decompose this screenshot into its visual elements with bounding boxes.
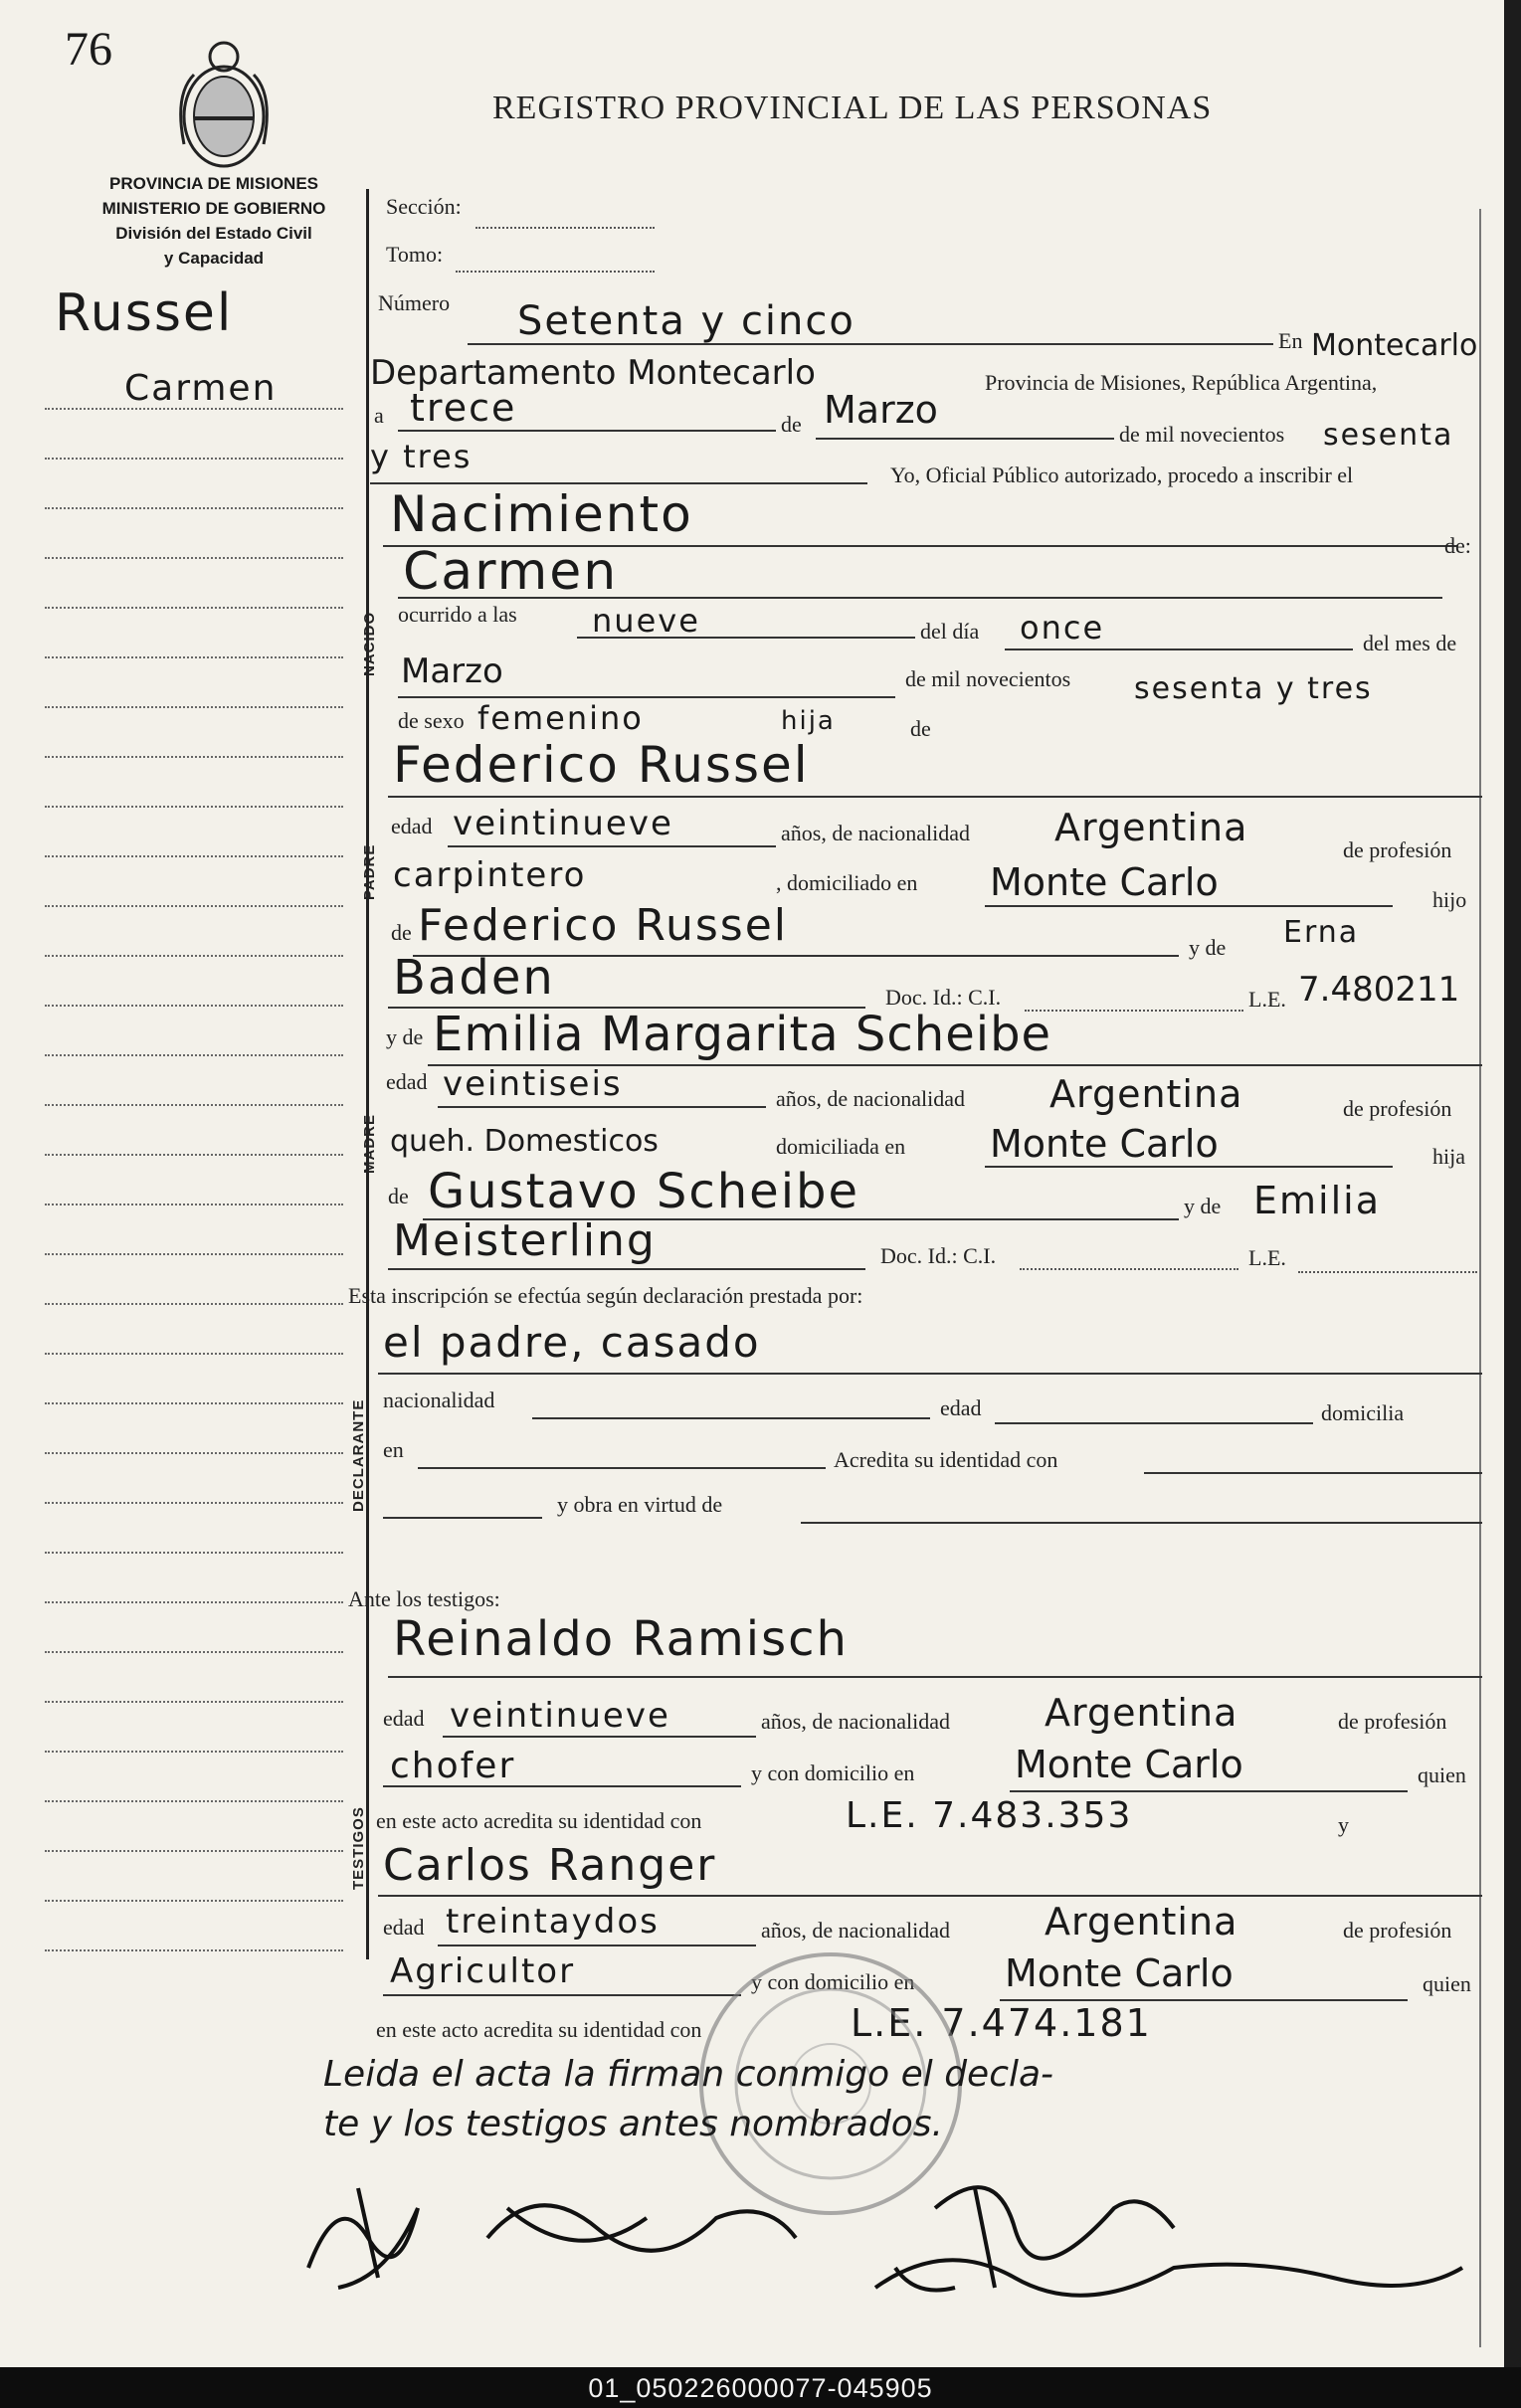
anio-part1-value: sesenta bbox=[1323, 418, 1454, 453]
edad-madre-label: edad bbox=[386, 1069, 428, 1094]
de3-label: de bbox=[391, 920, 412, 945]
padre-le-value: 7.480211 bbox=[1298, 970, 1460, 1010]
t1-nac-value: Argentina bbox=[1045, 1691, 1238, 1735]
issuer-line: PROVINCIA DE MISIONES bbox=[108, 174, 318, 193]
madre-nombre-value: Emilia Margarita Scheibe bbox=[433, 1007, 1052, 1062]
testigo1-value: Reinaldo Ramisch bbox=[393, 1611, 849, 1667]
right-border bbox=[1479, 209, 1481, 2347]
domicilia-label: domicilia bbox=[1321, 1400, 1405, 1425]
abuela-m1-value: Emilia bbox=[1253, 1179, 1381, 1222]
de-label: de bbox=[781, 412, 802, 437]
t1-prof-value: chofer bbox=[390, 1746, 516, 1786]
en2-label: en bbox=[383, 1437, 404, 1462]
signature-testigo-2 bbox=[935, 2187, 1174, 2288]
margin-surname: Russel bbox=[55, 283, 234, 343]
abuela-p1-value: Erna bbox=[1283, 915, 1360, 950]
t1-prof-label: de profesión bbox=[1338, 1709, 1447, 1734]
de2-label: de bbox=[910, 716, 931, 741]
numero-value: Setenta y cinco bbox=[517, 298, 856, 344]
en-label: En bbox=[1278, 328, 1303, 353]
seccion-label: Sección: bbox=[386, 194, 462, 219]
le-madre-label: L.E. bbox=[1248, 1245, 1286, 1270]
t1-dom-value: Monte Carlo bbox=[1015, 1743, 1243, 1786]
hijo-label: hijo bbox=[1432, 887, 1467, 912]
acto-value: Nacimiento bbox=[390, 485, 693, 543]
provincia-label: Provincia de Misiones, República Argentina, bbox=[985, 370, 1378, 395]
t2-prof-label: de profesión bbox=[1343, 1918, 1452, 1943]
t2-dom-value: Monte Carlo bbox=[1005, 1951, 1234, 1995]
padre-dom-value: Monte Carlo bbox=[990, 860, 1219, 904]
ocurrido-label: ocurrido a las bbox=[398, 602, 517, 627]
de-profesion-label: de profesión bbox=[1343, 837, 1452, 862]
closing-line-1: Leida el acta la firman conmigo el decla- bbox=[323, 2054, 1054, 2095]
inscripcion-label: Esta inscripción se efectúa según declaración prestada por: bbox=[348, 1283, 863, 1308]
doc-id-madre-label: Doc. Id.: C.I. bbox=[880, 1243, 997, 1268]
madre-edad-value: veintiseis bbox=[443, 1064, 623, 1104]
section-nacido-label: NACIDO bbox=[361, 611, 378, 676]
edad2-label: edad bbox=[940, 1395, 982, 1420]
dia-value: trece bbox=[410, 386, 517, 430]
signature-declarante bbox=[308, 2188, 418, 2288]
y-de-madre-label: y de bbox=[386, 1024, 424, 1049]
ante-testigos-label: Ante los testigos: bbox=[348, 1586, 500, 1611]
t2-doc-value: L.E. 7.474.181 bbox=[851, 2001, 1152, 2045]
t2-con-domicilio-label: y con domicilio en bbox=[751, 1969, 915, 1994]
tomo-label: Tomo: bbox=[386, 242, 444, 267]
del-dia-label: del día bbox=[920, 619, 980, 644]
domiciliada-label: domiciliada en bbox=[776, 1134, 906, 1159]
numero-label: Número bbox=[378, 290, 451, 315]
nombre-value: Carmen bbox=[403, 542, 619, 602]
image-code: 01_050226000077-045905 bbox=[588, 2373, 933, 2403]
padre-nac-value: Argentina bbox=[1054, 806, 1248, 849]
anios-nac-madre-label: años, de nacionalidad bbox=[776, 1086, 965, 1111]
declarante-value: el padre, casado bbox=[383, 1318, 761, 1367]
abuela-p2-value: Baden bbox=[393, 950, 555, 1006]
madre-prof-value: queh. Domesticos bbox=[390, 1124, 659, 1159]
t1-edad-value: veintinueve bbox=[450, 1696, 670, 1736]
padre-nombre-value: Federico Russel bbox=[393, 736, 810, 794]
doc-id-label: Doc. Id.: C.I. bbox=[885, 985, 1002, 1010]
section-madre-label: MADRE bbox=[361, 1114, 378, 1174]
padre-edad-value: veintinueve bbox=[453, 804, 673, 843]
abuela-m2-value: Meisterling bbox=[393, 1215, 657, 1266]
de-profesion-madre-label: de profesión bbox=[1343, 1096, 1452, 1121]
section-padre-label: PADRE bbox=[361, 843, 378, 900]
del-mes-label: del mes de bbox=[1363, 631, 1457, 655]
domiciliado-label: , domiciliado en bbox=[776, 870, 918, 895]
t1-doc-value: L.E. 7.483.353 bbox=[846, 1795, 1133, 1836]
closing-line-2: te y los testigos antes nombrados. bbox=[323, 2104, 943, 2144]
issuer-line: División del Estado Civil bbox=[115, 224, 312, 243]
sexo-value: femenino bbox=[477, 699, 644, 737]
t2-nac-value: Argentina bbox=[1045, 1900, 1238, 1944]
y-de-label: y de bbox=[1189, 935, 1227, 960]
anios-nac-label: años, de nacionalidad bbox=[781, 821, 970, 845]
t2-anios-nac-label: años, de nacionalidad bbox=[761, 1918, 950, 1943]
lugar-value: Montecarlo bbox=[1311, 328, 1478, 363]
t1-edad-label: edad bbox=[383, 1706, 425, 1731]
mes-nac-value: Marzo bbox=[401, 651, 503, 691]
issuer-line: y Capacidad bbox=[163, 249, 265, 268]
anio-part2-value: y tres bbox=[370, 438, 473, 475]
t2-quien-label: quien bbox=[1423, 1971, 1471, 1996]
madre-dom-value: Monte Carlo bbox=[990, 1122, 1219, 1166]
issuer-block bbox=[60, 171, 368, 271]
issuer-line: MINISTERIO DE GOBIERNO bbox=[101, 199, 326, 218]
le-label: L.E. bbox=[1248, 987, 1286, 1012]
de-mil2-label: de mil novecientos bbox=[905, 666, 1071, 691]
section-declarante-label: DECLARANTE bbox=[350, 1398, 367, 1512]
de-colon-label: de: bbox=[1444, 533, 1471, 558]
t2-edad-value: treintaydos bbox=[446, 1902, 660, 1942]
a-label: a bbox=[374, 403, 384, 428]
abuelo-m-value: Gustavo Scheibe bbox=[428, 1164, 860, 1219]
de-mil-label: de mil novecientos bbox=[1119, 422, 1285, 447]
edad-label: edad bbox=[391, 814, 433, 838]
yo-oficial-label: Yo, Oficial Público autorizado, procedo a inscribir el bbox=[890, 463, 1354, 487]
y-obra-label: y obra en virtud de bbox=[557, 1492, 723, 1517]
t2-acredita-label: en este acto acredita su identidad con bbox=[376, 2017, 702, 2042]
y-de-m-label: y de bbox=[1184, 1194, 1222, 1218]
document-title: REGISTRO PROVINCIAL DE LAS PERSONAS bbox=[492, 90, 1213, 126]
t1-acredita-label: en este acto acredita su identidad con bbox=[376, 1808, 702, 1833]
folio-number: 76 bbox=[65, 23, 112, 76]
testigo2-value: Carlos Ranger bbox=[383, 1840, 717, 1891]
t1-y-label: y bbox=[1338, 1812, 1349, 1837]
t1-anios-nac-label: años, de nacionalidad bbox=[761, 1709, 950, 1734]
de-sexo-label: de sexo bbox=[398, 708, 465, 733]
mes-value: Marzo bbox=[824, 388, 938, 432]
departamento-value: Departamento Montecarlo bbox=[370, 353, 816, 393]
acredita-label: Acredita su identidad con bbox=[834, 1447, 1058, 1472]
signatures bbox=[298, 2148, 1472, 2308]
vertical-rule bbox=[366, 189, 369, 1959]
padre-prof-value: carpintero bbox=[393, 855, 587, 895]
hija-value: hija bbox=[781, 706, 836, 736]
section-testigos-label: TESTIGOS bbox=[350, 1806, 367, 1890]
hija2-label: hija bbox=[1432, 1144, 1465, 1169]
signature-oficial bbox=[875, 2260, 1462, 2296]
signature-testigo-1 bbox=[487, 2205, 796, 2250]
abuelo-p-value: Federico Russel bbox=[418, 900, 789, 951]
t1-con-domicilio-label: y con domicilio en bbox=[751, 1760, 915, 1785]
nacionalidad-label: nacionalidad bbox=[383, 1388, 495, 1412]
t2-prof-value: Agricultor bbox=[390, 1951, 576, 1991]
margin-given-name: Carmen bbox=[124, 368, 278, 409]
hora-value: nueve bbox=[592, 602, 700, 640]
dia-nac-value: once bbox=[1020, 609, 1105, 647]
coat-of-arms-emblem bbox=[169, 35, 279, 174]
madre-nac-value: Argentina bbox=[1049, 1072, 1243, 1116]
anio-nac-value: sesenta y tres bbox=[1134, 671, 1373, 706]
t2-edad-label: edad bbox=[383, 1915, 425, 1940]
de3-madre-label: de bbox=[388, 1184, 409, 1208]
t1-quien-label: quien bbox=[1418, 1762, 1466, 1787]
